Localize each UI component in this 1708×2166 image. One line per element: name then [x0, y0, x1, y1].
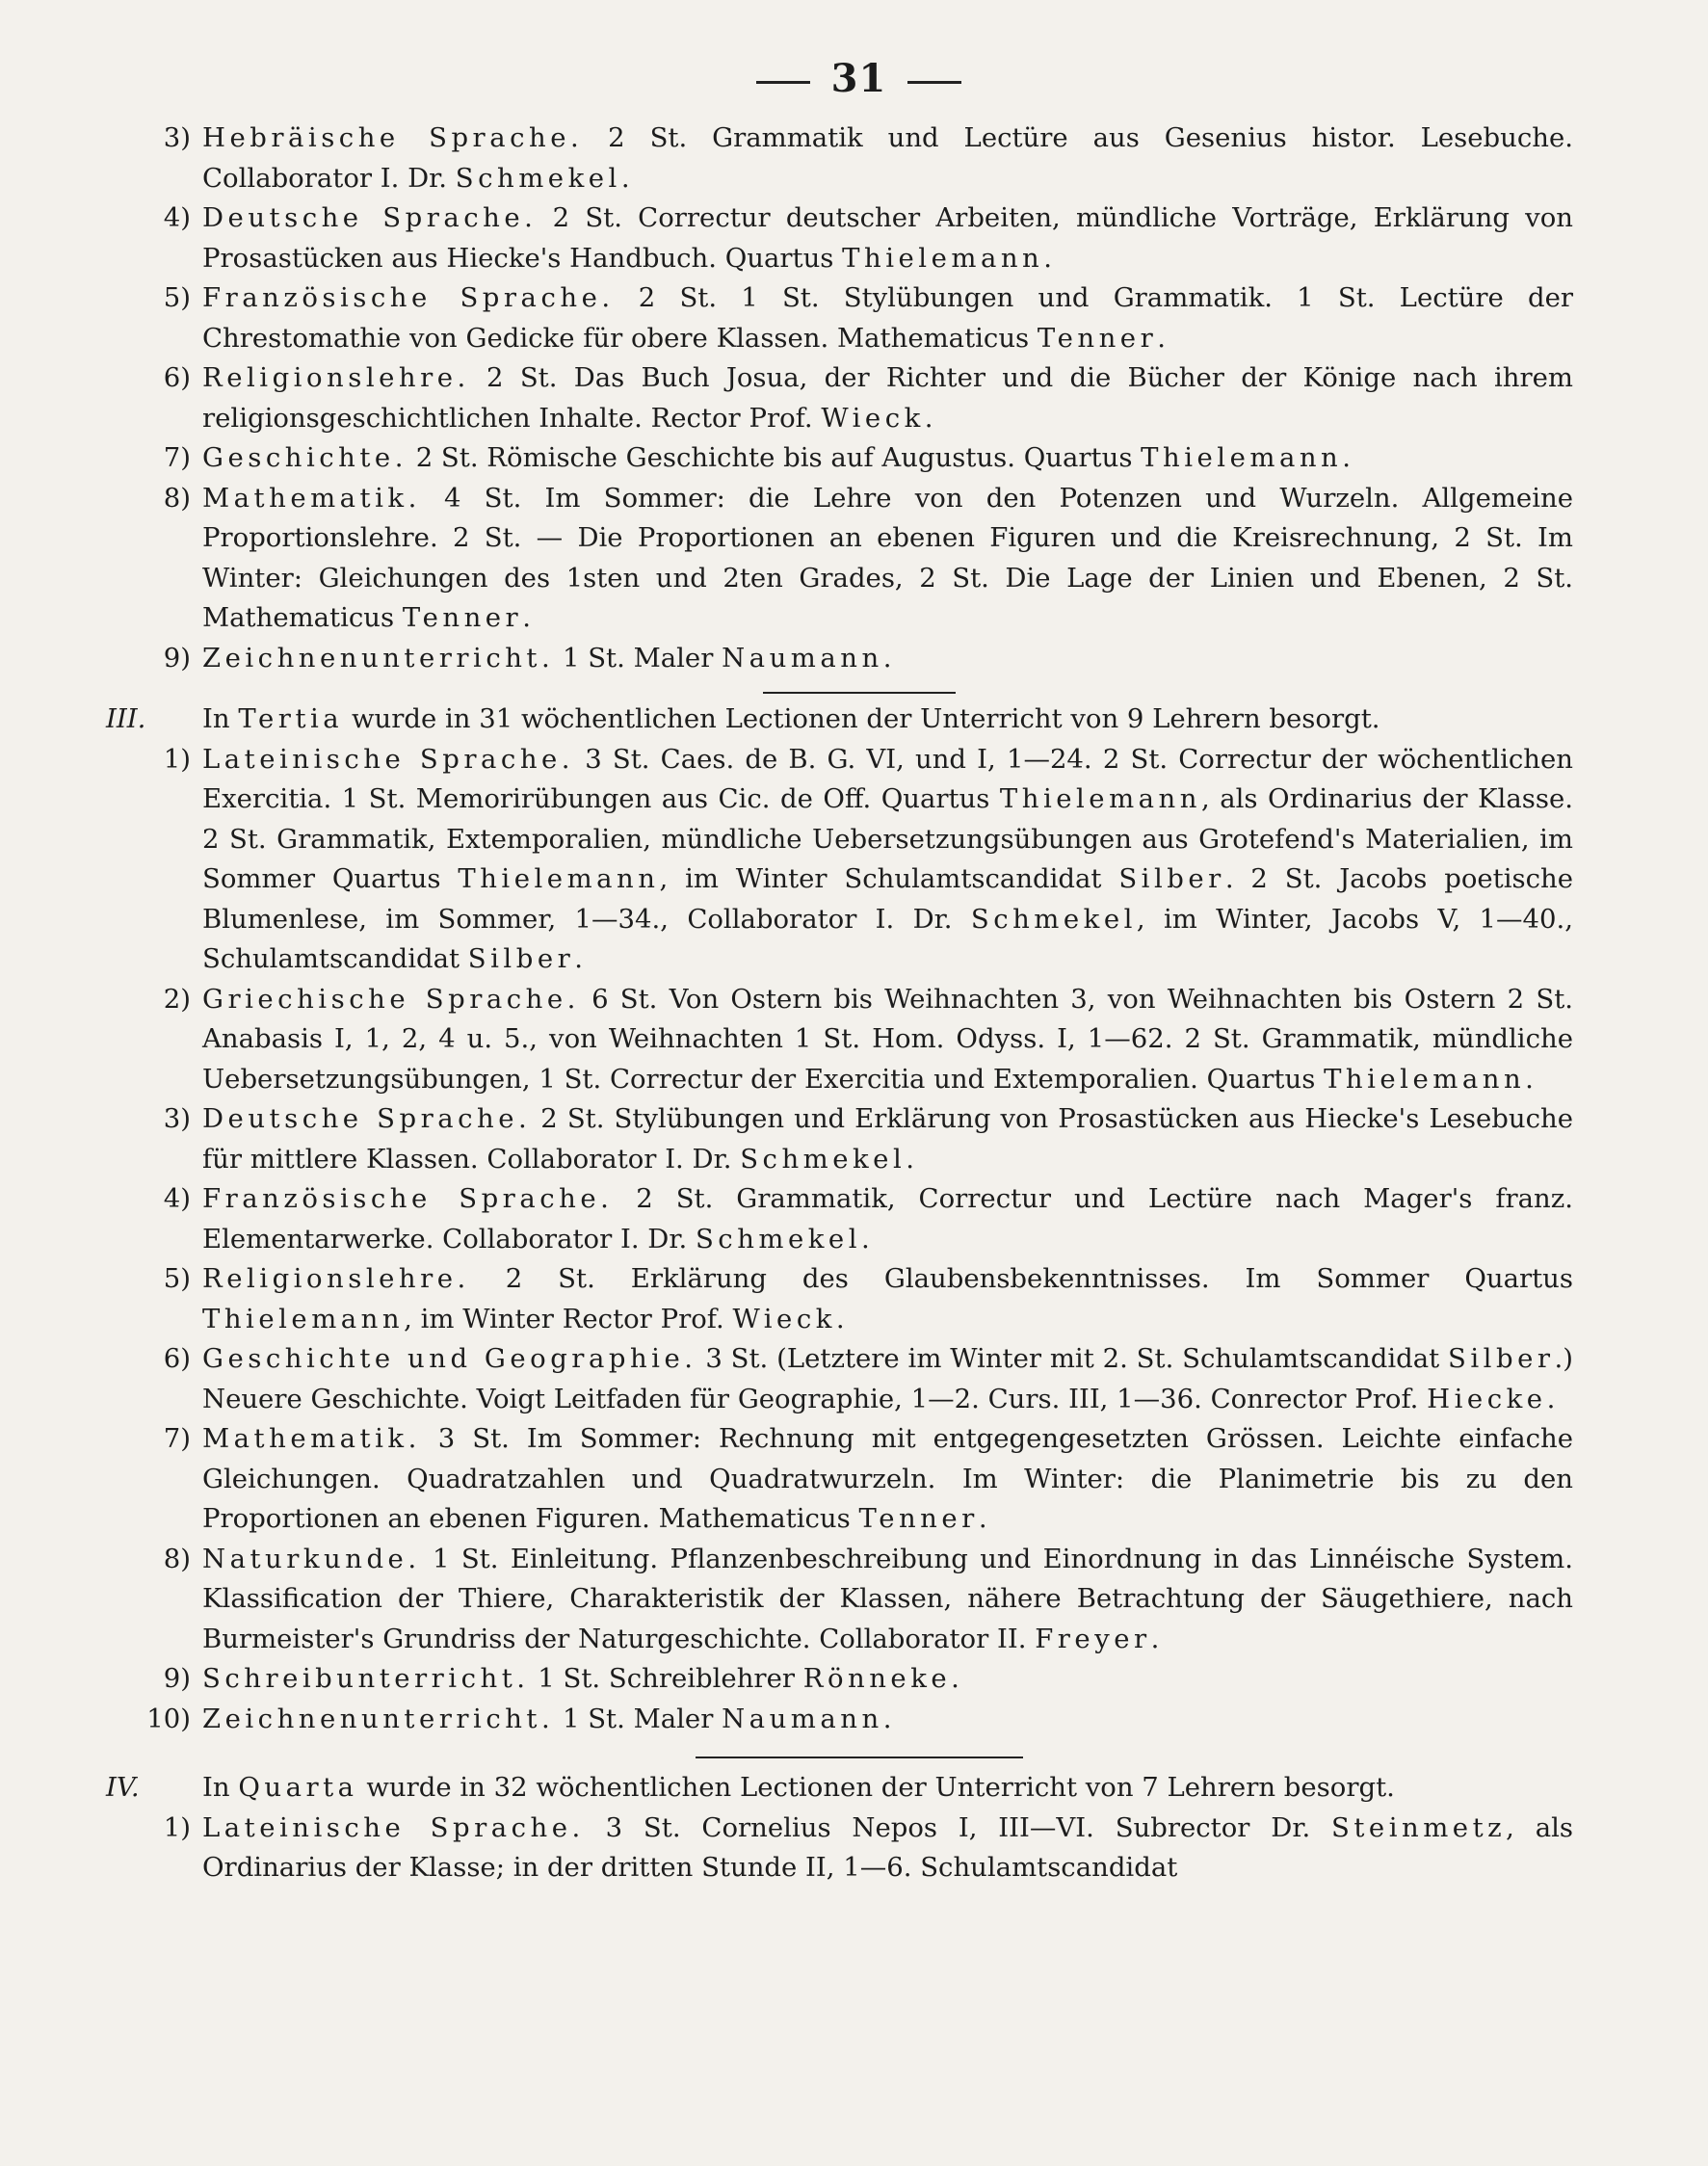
- person-name: Schmekel: [695, 1223, 862, 1255]
- lesson-entry: [145, 639, 1573, 679]
- entry-text: 3 St. Im Sommer: Rechnung mit entgegengesetzten Grössen. Leichte einfache Gleichungen. Quadratzahlen und Quadratwurzeln. Im Winter: die Planimetrie bis zu den Proportionen an ebenen Figuren. Mathematicus: [202, 1423, 1573, 1534]
- subject-name: Religionslehre.: [202, 362, 470, 393]
- entry-number: 9): [163, 642, 191, 674]
- entry-tail: .: [620, 162, 630, 194]
- subject-name: Geschichte und Geographie.: [202, 1343, 697, 1374]
- section-iii-entries: [145, 740, 1573, 1740]
- entry-number: 3): [163, 1103, 191, 1134]
- entry-number: 1): [163, 743, 191, 775]
- subject-name: Griechische Sprache.: [202, 983, 580, 1015]
- entry-text: .: [1150, 1623, 1160, 1654]
- subject-name: Deutsche Sprache.: [202, 202, 538, 233]
- entry-text: .: [882, 1703, 892, 1734]
- entry-number: 6): [163, 1343, 191, 1374]
- entry-text: .: [1525, 1063, 1534, 1095]
- person-name: Rönneke: [802, 1663, 952, 1694]
- entry-number: 7): [163, 1423, 191, 1454]
- entry-text: 6 St. Von Ostern bis Weihnachten 3, von Weihnachten bis Ostern 2 St. Anabasis I, 1, 2, 4 u. 5., von Weihnachten 1 St. Hom. Odyss. I, 1—62. 2 St. Grammatik, mündliche Uebersetzungsübungen, 1 St. Correctur der Exercitia und Extemporalien. Quartus: [202, 983, 1573, 1095]
- section-iv-intro-pre: In: [202, 1772, 239, 1803]
- entry-number: 10): [146, 1703, 191, 1734]
- section-iv-intro-post: wurde in 32 wöchentlichen Lectionen der Unterricht von 7 Lehrern besorgt.: [357, 1772, 1395, 1803]
- lesson-entry: [145, 1659, 1573, 1700]
- person-name: Freyer: [1035, 1623, 1151, 1654]
- entry-text: 3 St. Caes. de B. G. VI, und I, 1—24. 2 St. Correctur der wöchentlichen Exercitia. 1 St. Memorirübungen aus Cic. de Off. Quartus: [202, 743, 1573, 814]
- subject-name: Deutsche Sprache.: [202, 1103, 532, 1134]
- subject-name: Naturkunde.: [202, 1543, 421, 1574]
- entry-text: , im Winter, Jacobs V, 1—40., Schulamtscandidat: [202, 903, 1573, 974]
- person-name: Thielemann: [1324, 1063, 1526, 1095]
- entry-text: .: [835, 1303, 845, 1334]
- lesson-entry: [145, 1339, 1573, 1419]
- entry-text: 3 St. (Letztere im Winter mit 2. St. Schulamtscandidat: [696, 1343, 1449, 1374]
- person-name: Steinmetz: [1331, 1811, 1507, 1843]
- person-name: Thielemann: [202, 1303, 405, 1334]
- entry-tail: .: [1157, 322, 1166, 354]
- teacher-name: Thielemann: [842, 242, 1044, 274]
- section-divider: [696, 1757, 1023, 1758]
- entry-text: .: [574, 943, 584, 974]
- subject-name: Lateinische Sprache.: [202, 1811, 585, 1843]
- subject-name: Lateinische Sprache.: [202, 743, 575, 775]
- person-name: Schmekel: [970, 903, 1137, 935]
- person-name: Thielemann: [458, 863, 660, 894]
- entry-text: .: [978, 1503, 987, 1534]
- header-dash-left: [756, 81, 810, 84]
- section-iv-numeral: IV.: [106, 1772, 140, 1803]
- entry-number: 4): [163, 1183, 191, 1214]
- teacher-name: Naumann: [722, 642, 883, 674]
- entry-number: 2): [163, 983, 191, 1015]
- entry-text: 4 St. Im Sommer: die Lehre von den Potenzen und Wurzeln. Allgemeine Proportionslehre. 2 St. — Die Proportionen an ebenen Figuren und die Kreisrechnung, 2 St. Im Winter: Gleichungen des 1sten und 2ten Grades, 2 St. Die Lage der Linien und Ebenen, 2 St. Mathematicus: [202, 482, 1573, 633]
- section-ii-continued: [145, 119, 1573, 678]
- entry-text: .) Neuere Geschichte. Voigt Leitfaden für Geographie, 1—2. Curs. III, 1—36. Conrector Prof.: [202, 1343, 1573, 1414]
- entry-tail: .: [1342, 442, 1352, 473]
- entry-text: 2 St. 1 St. Stylübungen und Grammatik. 1 St. Lectüre der Chrestomathie von Gedicke für obere Klassen. Mathematicus: [202, 282, 1574, 354]
- person-name: Thielemann: [999, 783, 1201, 814]
- person-name: Naumann: [722, 1703, 883, 1734]
- teacher-name: Schmekel: [455, 162, 621, 194]
- entry-text: .: [906, 1143, 914, 1175]
- person-name: Wieck: [732, 1303, 836, 1334]
- lesson-entry: [145, 198, 1573, 278]
- subject-name: Schreibunterricht.: [202, 1663, 530, 1694]
- lesson-entry: [145, 980, 1573, 1100]
- entry-text: 3 St. Cornelius Nepos I, III—VI. Subrector Dr.: [584, 1811, 1332, 1843]
- entry-text: 1 St. Maler: [554, 642, 723, 674]
- subject-name: Zeichnenunterricht.: [202, 642, 555, 674]
- section-iv-entries: [145, 1809, 1573, 1889]
- teacher-name: Wieck: [821, 402, 925, 434]
- entry-text: 2 St. Stylübungen und Erklärung von Prosastücken aus Hiecke's Lesebuche für mittlere Klassen. Collaborator I. Dr.: [202, 1103, 1573, 1175]
- entry-number: 3): [163, 122, 191, 153]
- entry-text: 2 St. Römische Geschichte bis auf Augustus. Quartus: [407, 442, 1142, 473]
- subject-name: Hebräische Sprache.: [202, 122, 584, 153]
- lesson-entry: [145, 1540, 1573, 1660]
- section-iii-class-name: Tertia: [238, 703, 344, 734]
- entry-text: 2 St. Grammatik und Lectüre aus Gesenius histor. Lesebuche. Collaborator I. Dr.: [202, 122, 1573, 194]
- teacher-name: Tenner: [402, 602, 523, 633]
- page-header: [145, 56, 1573, 101]
- page-number: 31: [830, 56, 887, 101]
- person-name: Silber: [1118, 863, 1225, 894]
- entry-tail: .: [522, 602, 531, 633]
- person-name: Hiecke: [1427, 1383, 1547, 1414]
- entry-text: .: [1546, 1383, 1556, 1414]
- section-iii-numeral: III.: [106, 703, 146, 734]
- entry-number: 1): [163, 1811, 191, 1843]
- entry-text: 2 St. Erklärung des Glaubensbekenntnisses. Im Sommer Quartus: [469, 1263, 1573, 1294]
- lesson-entry: [145, 1419, 1573, 1540]
- lesson-entry: [145, 278, 1573, 358]
- section-iv-heading: [106, 1768, 1573, 1809]
- entry-number: 7): [163, 442, 191, 473]
- entry-text: , als Ordinarius der Klasse; in der dritten Stunde II, 1—6. Schulamtscandidat: [202, 1811, 1573, 1883]
- subject-name: Geschichte.: [202, 442, 407, 473]
- entry-number: 5): [163, 282, 191, 313]
- entry-tail: .: [924, 402, 933, 434]
- entry-text: , als Ordinarius der Klasse. 2 St. Grammatik, Extemporalien, mündliche Uebersetzungsübungen aus Grotefend's Materialien, im Sommer Quartus: [202, 783, 1573, 894]
- header-dash-right: [907, 81, 961, 84]
- section-iii-intro-pre: In: [202, 703, 239, 734]
- lesson-entry: [145, 358, 1573, 438]
- entry-number: 9): [163, 1663, 191, 1694]
- entry-text: 1 St. Schreiblehrer: [529, 1663, 803, 1694]
- teacher-name: Thielemann: [1141, 442, 1343, 473]
- teacher-name: Tenner: [1037, 322, 1158, 354]
- entry-tail: .: [882, 642, 892, 674]
- lesson-entry: [145, 1700, 1573, 1740]
- person-name: Schmekel: [740, 1143, 907, 1175]
- lesson-entry: [145, 119, 1573, 198]
- entry-text: 2 St. Das Buch Josua, der Richter und die Bücher der Könige nach ihrem religionsgeschichtlichen Inhalte. Rector Prof.: [202, 362, 1573, 434]
- subject-name: Französische Sprache.: [202, 282, 615, 313]
- lesson-entry: [145, 1259, 1573, 1339]
- subject-name: Religionslehre.: [202, 1263, 470, 1294]
- section-iv-class-name: Quarta: [238, 1772, 358, 1803]
- entry-text: 2 St. Correctur deutscher Arbeiten, mündliche Vorträge, Erklärung von Prosastücken aus Hiecke's Handbuch. Quartus: [202, 202, 1573, 274]
- subject-name: Zeichnenunterricht.: [202, 1703, 555, 1734]
- subject-name: Mathematik.: [202, 1423, 421, 1454]
- person-name: Silber: [1448, 1343, 1555, 1374]
- entry-text: .: [861, 1223, 870, 1255]
- section-divider: [763, 692, 956, 694]
- lesson-entry: [145, 1099, 1573, 1179]
- entry-text: 1 St. Maler: [554, 1703, 723, 1734]
- person-name: Silber: [467, 943, 575, 974]
- entry-text: 1 St. Einleitung. Pflanzenbeschreibung und Einordnung in das Linnéische System. Klassification der Thiere, Charakteristik der Klassen, nähere Betrachtung der Säugethiere, nach Burmeister's Grundriss der Naturgeschichte. Collaborator II.: [202, 1543, 1573, 1654]
- entry-text: , im Winter Schulamtscandidat: [659, 863, 1119, 894]
- entry-text: 2 St. Grammatik, Correctur und Lectüre nach Mager's franz. Elementarwerke. Collaborator I. Dr.: [202, 1183, 1574, 1255]
- lesson-entry: [145, 1179, 1573, 1259]
- entry-text: . 2 St. Jacobs poetische Blumenlese, im Sommer, 1—34., Collaborator I. Dr.: [202, 863, 1574, 935]
- entry-number: 5): [163, 1263, 191, 1294]
- entry-tail: .: [1043, 242, 1053, 274]
- entry-text: , im Winter Rector Prof.: [404, 1303, 733, 1334]
- lesson-entry: [145, 438, 1573, 479]
- lesson-entry: [145, 740, 1573, 980]
- lesson-entry: [145, 1809, 1573, 1889]
- subject-name: Französische Sprache.: [202, 1183, 614, 1214]
- entry-number: 8): [163, 482, 191, 514]
- subject-name: Mathematik.: [202, 482, 421, 514]
- section-iii-intro-post: wurde in 31 wöchentlichen Lectionen der Unterricht von 9 Lehrern besorgt.: [343, 703, 1380, 734]
- entry-text: .: [951, 1663, 959, 1694]
- section-iii-heading: [106, 700, 1573, 740]
- lesson-entry: [145, 479, 1573, 639]
- entry-number: 4): [163, 202, 191, 233]
- person-name: Tenner: [858, 1503, 979, 1534]
- entry-number: 6): [163, 362, 191, 393]
- entry-number: 8): [163, 1543, 191, 1574]
